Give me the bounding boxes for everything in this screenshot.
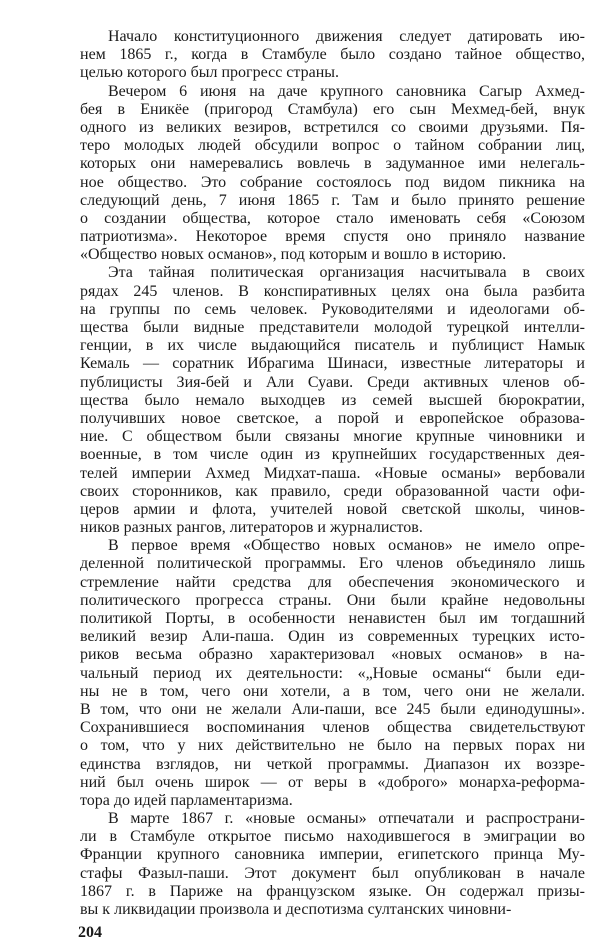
paragraph <box>80 83 585 265</box>
text-line: рядах 245 членов. В конспиративных целях она была разбита <box>80 282 585 300</box>
text-line: которых они намеревались вовлечь в задуманное ими нелегаль- <box>80 155 585 173</box>
text-line: следующий день, 7 июня 1865 г. Там и было принято решение <box>80 191 585 209</box>
text-line: щества было немало выходцев из семей высшей бюрократии, <box>80 391 585 409</box>
text-line: политического прогресса страны. Они были крайне недовольны <box>80 591 585 609</box>
text-line: вы к ликвидации произвола и деспотизма султанских чиновни- <box>80 901 512 918</box>
text-line: В марте 1867 г. «новые османы» отпечатали и распространи- <box>108 810 585 828</box>
text-line: 1867 г. в Париже на французском языке. Он содержал призы- <box>80 882 585 900</box>
text-line: военные, в том числе один из крупнейших государственных дея- <box>80 446 585 464</box>
text-line: Начало конституционного движения следует датировать ию- <box>108 28 585 45</box>
paragraph <box>80 28 585 83</box>
page-body <box>80 28 585 919</box>
text-line: деленной политической программы. Его членов объединяло лишь <box>80 555 585 573</box>
text-line: получивших новое светское, а порой и европейское образова- <box>80 409 585 427</box>
text-line: теро молодых людей обсудили вопрос о тайном собрании лиц, <box>80 137 585 155</box>
text-line: ли в Стамбуле открытое письмо находившегося в эмиграции во <box>80 828 585 846</box>
text-line: о создании общества, которое стало именовать себя «Союзом <box>80 209 585 227</box>
text-line: о том, что у них действительно не было на первых порах ни <box>80 737 585 755</box>
text-line: своих сторонников, как правило, среди образованной части офи- <box>80 482 585 500</box>
text-line: патриотизма». Некоторое время спустя оно приняло название <box>80 228 585 246</box>
text-line: ние. С обществом были связаны многие крупные чиновники и <box>80 428 585 446</box>
text-line: ны не в том, чего они хотели, а в том, чего они не желали. <box>80 682 585 700</box>
text-line: на группы по семь человек. Руководителями и идеологами об- <box>80 300 585 318</box>
text-line: публицисты Зия-бей и Али Суави. Среди активных членов об- <box>80 373 585 391</box>
text-line: Эта тайная политическая организация насчитывала в своих <box>108 264 585 282</box>
text-line: бея в Еникёе (пригород Стамбула) его сын Мехмед-бей, внук <box>80 100 585 118</box>
text-line: Сохранившиеся воспоминания членов общества свидетельствуют <box>80 719 585 737</box>
text-line: Вечером 6 июня на даче крупного сановника Сагыр Ахмед- <box>108 82 585 100</box>
text-line: великий везир Али-паша. Один из современных турецких исто- <box>80 628 585 646</box>
text-line: стафы Фазыл-паши. Этот документ был опубликован в начале <box>80 864 585 882</box>
text-line: единства взглядов, ни четкой программы. Диапазон их воззре- <box>80 755 585 773</box>
text-line: ное общество. Это собрание состоялось под видом пикника на <box>80 173 585 191</box>
text-line: генции, в их числе выдающийся писатель и публицист Намык <box>80 337 585 355</box>
text-line: В том, что они не желали Али-паши, все 245 были единодушны». <box>80 700 585 718</box>
text-line: политикой Порты, в особенности ненавистен был им тогдашний <box>80 610 585 627</box>
text-line: Кемаль — соратник Ибрагима Шинаси, известные литераторы и <box>80 355 585 373</box>
paragraph <box>80 810 585 919</box>
text-line: ний был очень широк — от веры в «доброго» монарха-реформа- <box>80 773 585 791</box>
paragraph <box>80 264 585 537</box>
text-line: щества были видные представители молодой турецкой интелли- <box>80 319 585 336</box>
text-line: телей империи Ахмед Мидхат-паша. «Новые османы» вербовали <box>80 464 585 482</box>
text-line: ников разных рангов, литераторов и журналистов. <box>80 519 423 537</box>
text-line: одного из великих везиров, встретился со своими друзьями. Пя- <box>80 118 585 136</box>
text-line: В первое время «Общество новых османов» не имело опре- <box>108 537 585 555</box>
text-line: чальный период их деятельности: «„Новые османы“ были еди- <box>80 664 585 682</box>
text-line: нем 1865 г., когда в Стамбуле было создано тайное общество, <box>80 46 585 64</box>
page-number: 204 <box>78 924 102 941</box>
text-line: риков весьма образно характеризовал «новых османов» в на- <box>80 646 585 664</box>
text-line: тора до идей парламентаризма. <box>80 791 293 809</box>
text-line: стремление найти средства для обеспечения экономического и <box>80 573 585 591</box>
paragraph <box>80 537 585 810</box>
text-line: «Общество новых османов», под которым и вошло в историю. <box>80 246 507 264</box>
text-line: церов армии и флота, учителей новой светской школы, чинов- <box>80 500 585 518</box>
text-line: целью которого был прогресс страны. <box>80 64 339 82</box>
text-line: Франции крупного сановника империи, египетского принца Му- <box>80 846 585 864</box>
